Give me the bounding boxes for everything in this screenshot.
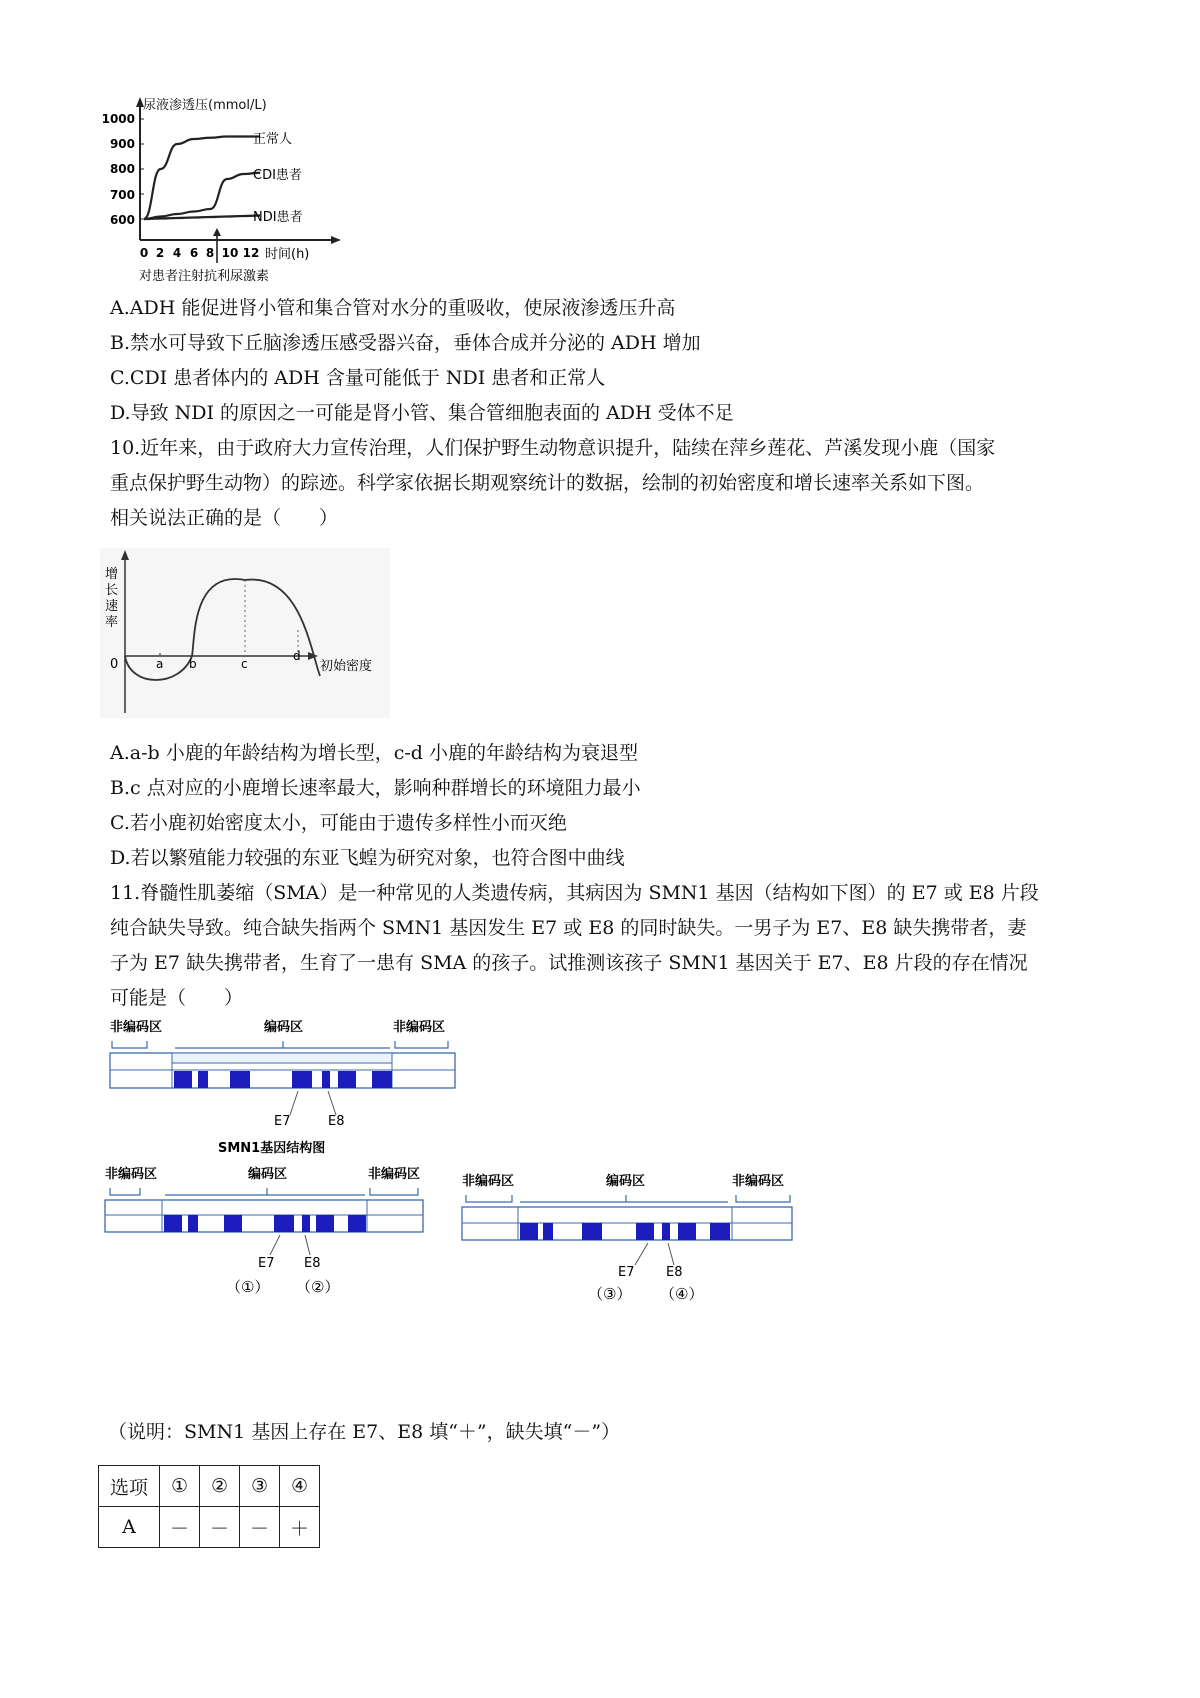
e7-label-right: E7 [618,1265,635,1280]
table-cell: 选项 [99,1466,160,1507]
q9-option-d: D.导致 NDI 的原因之一可能是肾小管、集合管细胞表面的 ADH 受体不足 [110,402,734,424]
x-axis-label: 时间(h) [265,247,310,262]
q10-option-a: A.a-b 小鹿的年龄结构为增长型，c-d 小鹿的年龄结构为衰退型 [110,742,638,764]
legend-ndi: NDI患者 [253,210,303,225]
e7-label-top: E7 [274,1114,291,1129]
blank-1: （①） [226,1278,270,1296]
noncoding-left-label-2: 非编码区 [105,1167,158,1182]
growth-x-label: 初始密度 [320,659,373,674]
gene-diagram-1-2 [105,1166,423,1296]
q10-option-d: D.若以繁殖能力较强的东亚飞蝗为研究对象，也符合图中曲线 [110,847,625,869]
osmolality-chart [95,95,355,285]
point-a: a [156,657,164,671]
growth-rate-diagram [100,548,390,718]
growth-y-label-2: 长 [105,583,119,598]
blank-3: （③） [588,1285,632,1303]
q11-note: （说明：SMN1 基因上存在 E7、E8 填“＋”，缺失填“－”） [108,1421,621,1443]
growth-y-label-3: 速 [105,599,119,614]
q9-option-b: B.禁水可导致下丘脑渗透压感受器兴奋，垂体合成并分泌的 ADH 增加 [110,332,701,354]
e8-label-left: E8 [304,1256,321,1271]
table-row [99,1507,320,1548]
q10-option-b: B.c 点对应的小鹿增长速率最大，影响种群增长的环境阻力最小 [110,777,641,799]
table-cell: － [200,1507,240,1548]
table-cell: ③ [240,1466,280,1507]
point-c: c [241,657,248,671]
noncoding-right-label-2: 非编码区 [368,1167,421,1182]
answer-table [98,1465,320,1548]
gene-diagram-3-4 [462,1173,792,1303]
coding-label: 编码区 [264,1020,304,1035]
growth-y-label-1: 增 [105,567,119,582]
table-cell: － [160,1507,200,1548]
series-line-0 [144,137,260,220]
y-tick-600: 600 [109,213,135,227]
x-tick-12: 12 [242,246,260,260]
legend-normal: 正常人 [253,132,293,147]
structure-caption: SMN1基因结构图 [218,1141,326,1156]
point-b: b [189,657,197,671]
x-tick-4: 4 [172,246,182,260]
q9-option-c: C.CDI 患者体内的 ADH 含量可能低于 NDI 患者和正常人 [110,367,606,389]
smn1-gene-diagrams [100,1015,900,1305]
smn1-structure-diagram [110,1019,455,1156]
q10-stem-line3: 相关说法正确的是（ ） [110,507,339,529]
point-d: d [293,649,301,663]
table-header-row [99,1466,320,1507]
q10-stem-line2: 重点保护野生动物）的踪迹。科学家依据长期观察统计的数据，绘制的初始密度和增长速率关系如下图。 [110,472,985,494]
y-axis-label: 尿液渗透压(mmol/L) [143,98,267,113]
y-tick-700: 700 [109,188,135,202]
blank-4: （④） [660,1285,704,1303]
q11-stem-line3: 子为 E7 缺失携带者，生育了一患有 SMA 的孩子。试推测该孩子 SMN1 基因关于 E7、E8 片段的存在情况 [110,952,1028,974]
e8-label-top: E8 [328,1114,345,1129]
table-cell: ④ [280,1466,320,1507]
q9-option-a: A.ADH 能促进肾小管和集合管对水分的重吸收，使尿液渗透压升高 [110,297,676,319]
e8-label-right: E8 [666,1265,683,1280]
x-tick-0: 0 [139,246,149,260]
x-tick-8: 8 [205,246,215,260]
legend-cdi: CDI患者 [253,168,302,183]
table-cell: ＋ [280,1507,320,1548]
q10-option-c: C.若小鹿初始密度太小，可能由于遗传多样性小而灭绝 [110,812,567,834]
x-tick-10: 10 [221,246,239,260]
growth-origin: 0 [110,657,119,672]
noncoding-left-label-3: 非编码区 [462,1174,515,1189]
y-tick-1000: 1000 [101,112,135,126]
injection-annotation: 对患者注射抗利尿激素 [139,269,270,284]
y-tick-900: 900 [109,137,135,151]
table-cell: A [99,1507,160,1548]
q11-stem-line4: 可能是（ ） [110,987,244,1009]
series-line-1 [144,173,260,219]
table-cell: ① [160,1466,200,1507]
x-tick-2: 2 [155,246,165,260]
growth-y-label-4: 率 [105,615,119,630]
q10-stem-line1: 10.近年来，由于政府大力宣传治理，人们保护野生动物意识提升，陆续在萍乡莲花、芦溪发现小鹿（国家 [110,437,996,459]
q11-stem-line1: 11.脊髓性肌萎缩（SMA）是一种常见的人类遗传病，其病因为 SMN1 基因（结构如下图）的 E7 或 E8 片段 [110,882,1039,904]
y-tick-800: 800 [109,162,135,176]
e7-label-left: E7 [258,1256,275,1271]
q11-stem-line2: 纯合缺失导致。纯合缺失指两个 SMN1 基因发生 E7 或 E8 的同时缺失。一男子为 E7、E8 缺失携带者，妻 [110,917,1027,939]
table-cell: ② [200,1466,240,1507]
coding-label-2: 编码区 [248,1167,288,1182]
coding-label-3: 编码区 [606,1174,646,1189]
blank-2: （②） [296,1278,340,1296]
noncoding-right-label-3: 非编码区 [732,1174,785,1189]
x-tick-6: 6 [189,246,199,260]
table-cell: － [240,1507,280,1548]
noncoding-left-label: 非编码区 [110,1020,163,1035]
noncoding-right-label: 非编码区 [393,1020,446,1035]
